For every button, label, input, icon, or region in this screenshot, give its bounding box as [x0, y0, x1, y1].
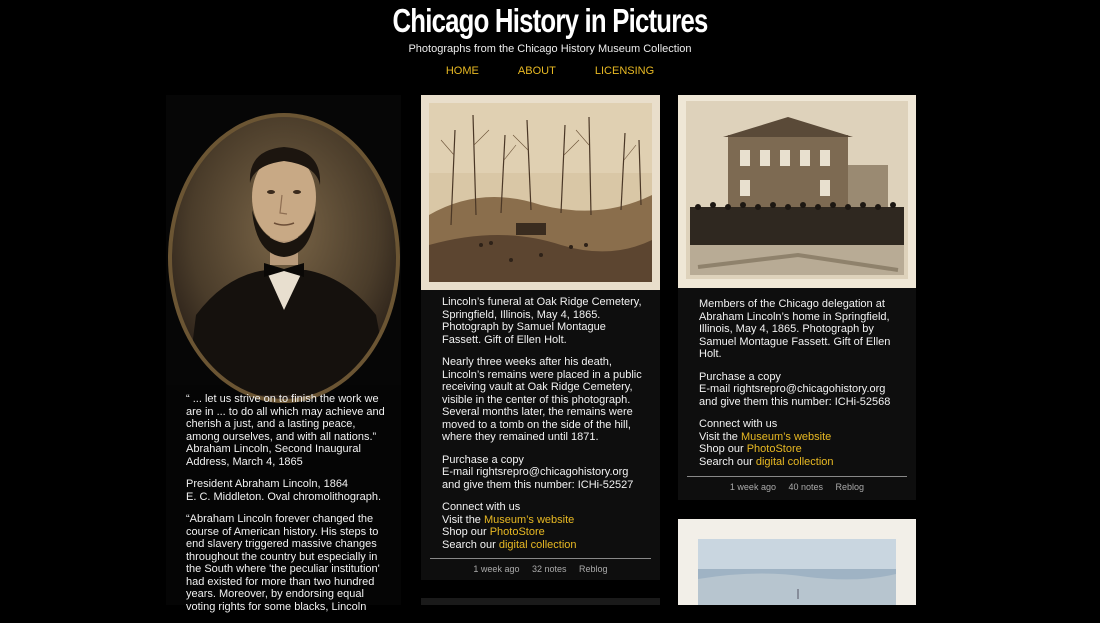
lincoln-caption-line1: President Abraham Lincoln, 1864	[186, 478, 349, 490]
lincoln-home-post-text	[699, 298, 904, 478]
lincoln-home-post-meta	[678, 482, 916, 492]
lincoln-home-caption: Members of the Chicago delegation at Abraham Lincoln’s home in Springfield, Illinois, May 4, 1865. Photograph by Samuel Montague Fassett. Gift of Ellen Holt.	[699, 298, 891, 360]
funeral-body: Nearly three weeks after his death, Lincoln’s remains were placed in a public receiving vault at Oak Ridge Cemetery, visible in the center of this photograph. Several months later, the remains were moved to a tomb on the side of the hill, where they remained until 1871.	[442, 356, 642, 443]
next-post-edge	[421, 598, 660, 605]
lincoln-home-photo[interactable]	[678, 95, 916, 288]
funeral-photo[interactable]	[421, 95, 660, 290]
funeral-purchase-text: E-mail rightsrepro@chicagohistory.org and give them this number: ICHi-52527	[442, 466, 634, 491]
lincoln-home-digital-collection-link[interactable]: digital collection	[755, 455, 834, 468]
funeral-caption: Lincoln’s funeral at Oak Ridge Cemetery, Springfield, Illinois, May 4, 1865. Photograph by Samuel Montague Fassett. Gift of Ellen Holt.	[442, 296, 642, 346]
lincoln-quote: “ ... let us strive on to finish the work we are in ... to do all which may achieve and cherish a just, and a lasting peace, among ourselves, and with all nations.” Abraham Lincoln, Second Inaugural Address, March 4, 1865	[186, 393, 385, 468]
funeral-post-meta	[421, 564, 660, 574]
lincoln-home-post-time[interactable]: 1 week ago	[729, 482, 776, 492]
funeral-museum-website-link[interactable]: Museum’s website	[484, 513, 575, 526]
lincoln-home-reblog-button[interactable]: Reblog	[835, 482, 865, 492]
lincoln-body: “Abraham Lincoln forever changed the course of American history. His steps to end slavery triggered massive changes throughout the country but especially in the South where 'the peculiar institution' had existed for more than two hundred years. Moreover, by endorsing equal voting rights for some blacks, Lincoln	[186, 513, 380, 613]
lincoln-home-photostore-link[interactable]: PhotoStore	[746, 443, 802, 455]
lincoln-home-connect-title: Connect with us	[699, 418, 778, 430]
site-title[interactable]: Chicago History in Pictures	[392, 2, 708, 39]
funeral-shop-prefix: Shop our	[442, 526, 490, 538]
funeral-post-notes[interactable]: 32 notes	[531, 564, 567, 574]
post-lincoln-portrait	[166, 95, 401, 613]
post-lincoln-home	[678, 95, 916, 500]
funeral-purchase-title: Purchase a copy	[442, 453, 524, 466]
lincoln-home-search-prefix: Search our	[699, 455, 756, 468]
lincoln-home-divider	[687, 476, 907, 477]
funeral-reblog-button[interactable]: Reblog	[579, 564, 608, 574]
post-funeral-oak-ridge	[421, 95, 660, 580]
funeral-divider	[430, 558, 651, 559]
funeral-search-prefix: Search our	[442, 538, 499, 551]
lincoln-post-text	[186, 393, 386, 623]
lincoln-home-purchase-text: E-mail rightsrepro@chicagohistory.org and give them this number: ICHi-52568	[699, 383, 891, 408]
lincoln-home-connect	[699, 418, 904, 468]
lincoln-home-purchase	[699, 371, 904, 409]
main-nav	[0, 65, 1100, 77]
lincoln-caption	[186, 478, 386, 503]
nav-licensing[interactable]: LICENSING	[594, 65, 655, 77]
funeral-digital-collection-link[interactable]: digital collection	[498, 538, 577, 551]
funeral-post-time[interactable]: 1 week ago	[473, 564, 520, 574]
lincoln-home-post-notes[interactable]: 40 notes	[788, 482, 824, 492]
lincoln-home-visit-prefix: Visit the	[699, 430, 741, 443]
next-post-photo[interactable]	[678, 519, 916, 605]
nav-about[interactable]: ABOUT	[517, 65, 556, 77]
funeral-purchase	[442, 454, 647, 492]
funeral-visit-prefix: Visit the	[442, 513, 484, 526]
funeral-connect-title: Connect with us	[442, 501, 521, 513]
lincoln-caption-line2: E. C. Middleton. Oval chromolithograph.	[186, 490, 382, 503]
lincoln-home-museum-website-link[interactable]: Museum’s website	[741, 430, 832, 443]
funeral-post-text	[442, 296, 647, 561]
nav-home[interactable]: HOME	[445, 65, 479, 77]
lincoln-home-shop-prefix: Shop our	[699, 443, 747, 455]
site-tagline: Photographs from the Chicago History Museum Collection	[408, 43, 692, 55]
lincoln-portrait-image[interactable]	[166, 95, 401, 385]
funeral-photostore-link[interactable]: PhotoStore	[489, 526, 545, 538]
lincoln-home-purchase-title: Purchase a copy	[699, 370, 781, 383]
funeral-connect	[442, 501, 647, 551]
